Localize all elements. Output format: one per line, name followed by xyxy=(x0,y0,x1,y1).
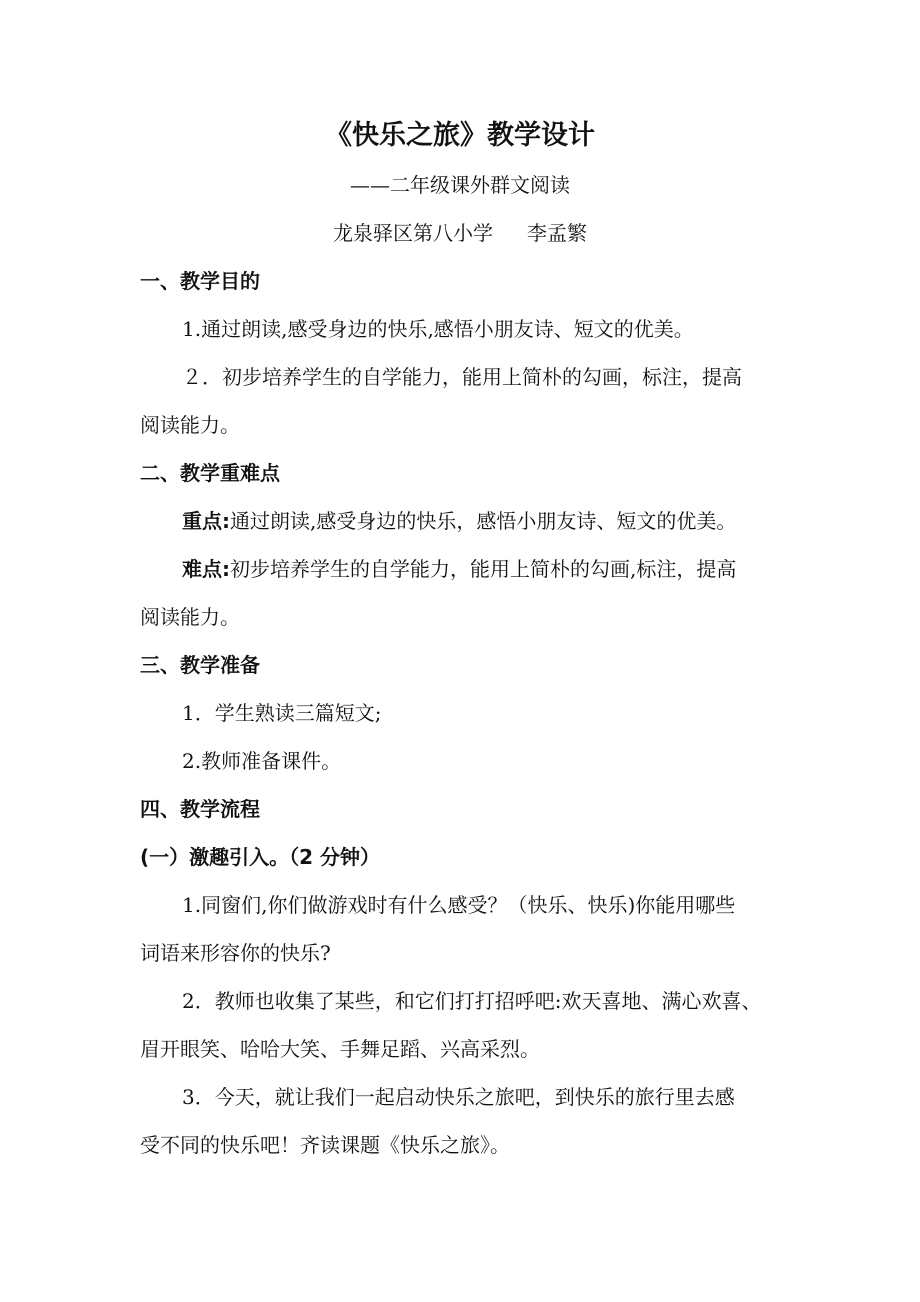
section-heading-2: 二、教学重难点 xyxy=(140,461,280,485)
step-3-line-1: 3．今天，就让我们一起启动快乐之旅吧，到快乐的旅行里去感 xyxy=(182,1085,735,1109)
section-heading-4: 四、教学流程 xyxy=(140,797,260,821)
key-point-label: 重点: xyxy=(182,509,230,533)
preparation-1: 1．学生熟读三篇短文; xyxy=(182,701,382,725)
section-heading-1: 一、教学目的 xyxy=(140,269,260,293)
difficult-point-label: 难点: xyxy=(182,557,230,581)
step-2-line-1: 2．教师也收集了某些，和它们打打招呼吧:欢天喜地、满心欢喜、 xyxy=(182,989,762,1013)
key-point-text: 通过朗读,感受身边的快乐，感悟小朋友诗、短文的优美。 xyxy=(230,509,737,533)
section-heading-3: 三、教学准备 xyxy=(140,653,260,677)
objective-2-line-2: 阅读能力。 xyxy=(140,413,240,437)
author-name: 李孟繁 xyxy=(527,221,587,245)
step-2-line-2: 眉开眼笑、哈哈大笑、手舞足蹈、兴高采烈。 xyxy=(140,1037,540,1061)
school-name: 龙泉驿区第八小学 xyxy=(333,221,493,245)
document-subtitle: ——二年级课外群文阅读 xyxy=(350,173,570,197)
author-line xyxy=(0,220,920,246)
difficult-point-line-2: 阅读能力。 xyxy=(140,605,240,629)
step-1-line-2: 词语来形容你的快乐? xyxy=(140,941,331,965)
objective-2-line-1: ２．初步培养学生的自学能力，能用上简朴的勾画，标注，提高 xyxy=(182,365,742,389)
step-1-line-1: 1.同窗们,你们做游戏时有什么感受？（快乐、快乐)你能用哪些 xyxy=(182,893,736,917)
step-3-line-2: 受不同的快乐吧！齐读课题《快乐之旅》。 xyxy=(140,1133,510,1157)
preparation-2: 2.教师准备课件。 xyxy=(182,749,342,773)
objective-1: 1.通过朗读,感受身边的快乐,感悟小朋友诗、短文的优美。 xyxy=(182,317,694,341)
document-title: 《快乐之旅》教学设计 xyxy=(325,120,595,151)
key-point xyxy=(182,508,736,534)
subsection-heading-1: (一）激趣引入。（2 分钟） xyxy=(140,845,381,869)
difficult-point xyxy=(182,556,736,582)
difficult-point-text: 初步培养学生的自学能力，能用上简朴的勾画,标注，提高 xyxy=(230,557,737,581)
